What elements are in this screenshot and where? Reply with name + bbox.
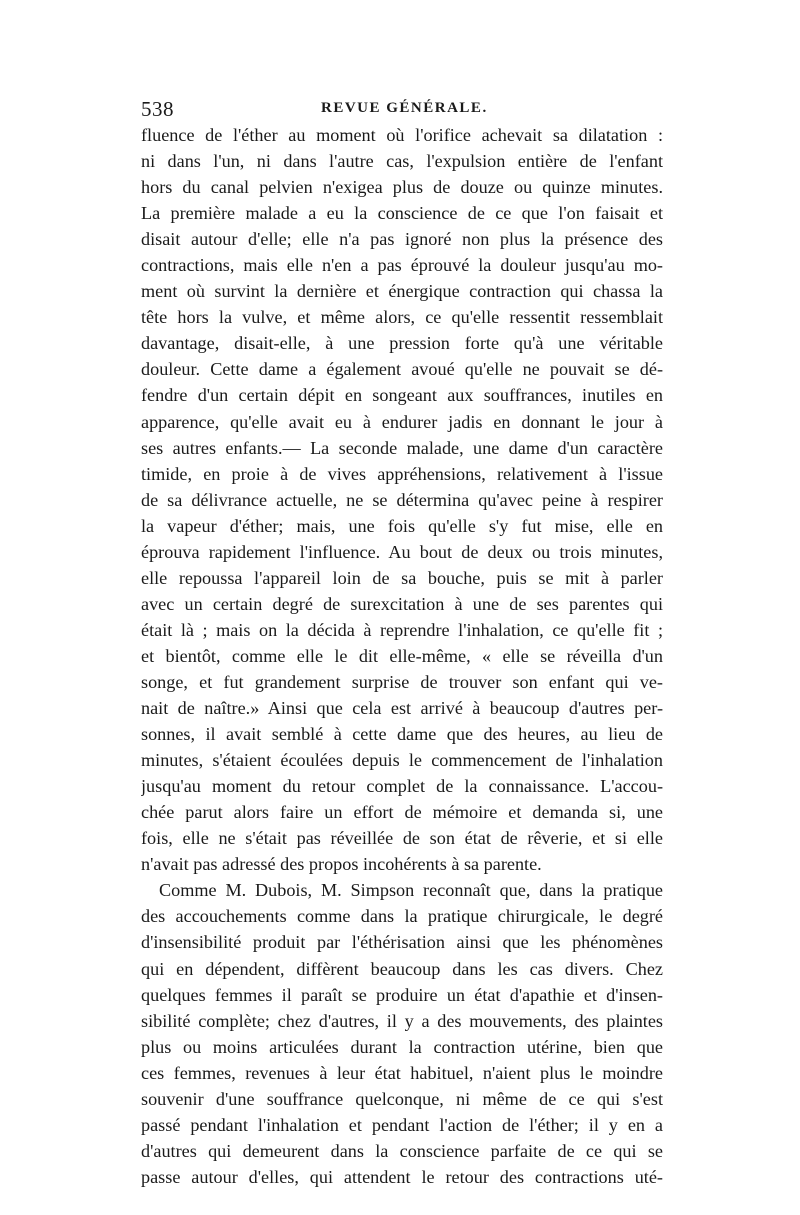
running-header xyxy=(141,97,663,125)
text-line: jusqu'au moment du retour complet de la connaissance. L'accou- xyxy=(141,776,663,797)
text-line: hors du canal pelvien n'exigea plus de douze ou quinze minutes. xyxy=(141,177,663,198)
text-line: songe, et fut grandement surprise de trouver son enfant qui ve- xyxy=(141,671,663,692)
text-line: et bientôt, comme elle le dit elle-même, « elle se réveilla d'un xyxy=(141,645,663,666)
text-line: plus ou moins articulées durant la contraction utérine, bien que xyxy=(141,1036,663,1057)
text-line: souvenir d'une souffrance quelconque, ni même de ce qui s'est xyxy=(141,1088,663,1109)
text-line: était là ; mais on la décida à reprendre l'inhalation, ce qu'elle fit ; xyxy=(141,619,663,640)
text-line: fendre d'un certain dépit en songeant aux souffrances, inutiles en xyxy=(141,385,663,406)
text-line: timide, en proie à de vives appréhensions, relativement à l'issue xyxy=(141,463,663,484)
text-line: nait de naître.» Ainsi que cela est arrivé à beaucoup d'autres per- xyxy=(141,698,663,719)
text-line: quelques femmes il paraît se produire un état d'apathie et d'insen- xyxy=(141,984,663,1005)
running-title: REVUE GÉNÉRALE. xyxy=(321,100,488,116)
text-line: avec un certain degré de surexcitation à une de ses parentes qui xyxy=(141,593,663,614)
text-line: de sa délivrance actuelle, ne se détermina qu'avec peine à respirer xyxy=(141,489,663,510)
text-line: chée parut alors faire un effort de mémoire et demanda si, une xyxy=(141,802,663,823)
text-line: qui en dépendent, diffèrent beaucoup dans les cas divers. Chez xyxy=(141,958,663,979)
text-line: davantage, disait-elle, à une pression forte qu'à une véritable xyxy=(141,333,663,354)
text-line: d'autres qui demeurent dans la conscience parfaite de ce qui se xyxy=(141,1140,663,1161)
text-line: sonnes, il avait semblé à cette dame que des heures, au lieu de xyxy=(141,724,663,745)
text-line: passé pendant l'inhalation et pendant l'action de l'éther; il y en a xyxy=(141,1114,663,1135)
text-line: fois, elle ne s'était pas réveillée de son état de rêverie, et si elle xyxy=(141,828,663,849)
text-line: ni dans l'un, ni dans l'autre cas, l'expulsion entière de l'enfant xyxy=(141,151,663,172)
text-line: des accouchements comme dans la pratique chirurgicale, le degré xyxy=(141,906,663,927)
text-line: fluence de l'éther au moment où l'orifice achevait sa dilatation : xyxy=(141,125,663,145)
text-line: d'insensibilité produit par l'éthérisation ainsi que les phénomènes xyxy=(141,932,663,953)
text-line: douleur. Cette dame a également avoué qu'elle ne pouvait se dé- xyxy=(141,359,663,380)
body-text xyxy=(141,122,663,1190)
text-line: éprouva rapidement l'influence. Au bout de deux ou trois minutes, xyxy=(141,541,663,562)
paragraph-start-line: Comme M. Dubois, M. Simpson reconnaît que, dans la pratique xyxy=(159,880,663,901)
text-line: ment où survint la dernière et énergique contraction qui chassa la xyxy=(141,281,663,302)
text-line: la vapeur d'éther; mais, une fois qu'elle s'y fut mise, elle en xyxy=(141,515,663,536)
text-line: minutes, s'étaient écoulées depuis le commencement de l'inhalation xyxy=(141,750,663,771)
text-line: La première malade a eu la conscience de ce que l'on faisait et xyxy=(141,203,663,224)
text-line: elle repoussa l'appareil loin de sa bouche, puis se mit à parler xyxy=(141,567,663,588)
text-line: ses autres enfants.— La seconde malade, une dame d'un caractère xyxy=(141,437,663,458)
page-number: 538 xyxy=(141,97,174,121)
text-line: passe autour d'elles, qui attendent le retour des contractions uté- xyxy=(141,1166,663,1187)
text-line: sibilité complète; chez d'autres, il y a des mouvements, des plaintes xyxy=(141,1010,663,1031)
text-line: tête hors la vulve, et même alors, ce qu'elle ressentit ressemblait xyxy=(141,307,663,328)
text-line: ces femmes, revenues à leur état habituel, n'aient plus le moindre xyxy=(141,1062,663,1083)
text-line: apparence, qu'elle avait eu à endurer jadis en donnant le jour à xyxy=(141,411,663,432)
text-line: contractions, mais elle n'en a pas éprouvé la douleur jusqu'au mo- xyxy=(141,255,663,276)
text-line: disait autour d'elle; elle n'a pas ignoré non plus la présence des xyxy=(141,229,663,250)
paragraph-end-line: n'avait pas adressé des propos incohérents à sa parente. xyxy=(141,854,542,875)
